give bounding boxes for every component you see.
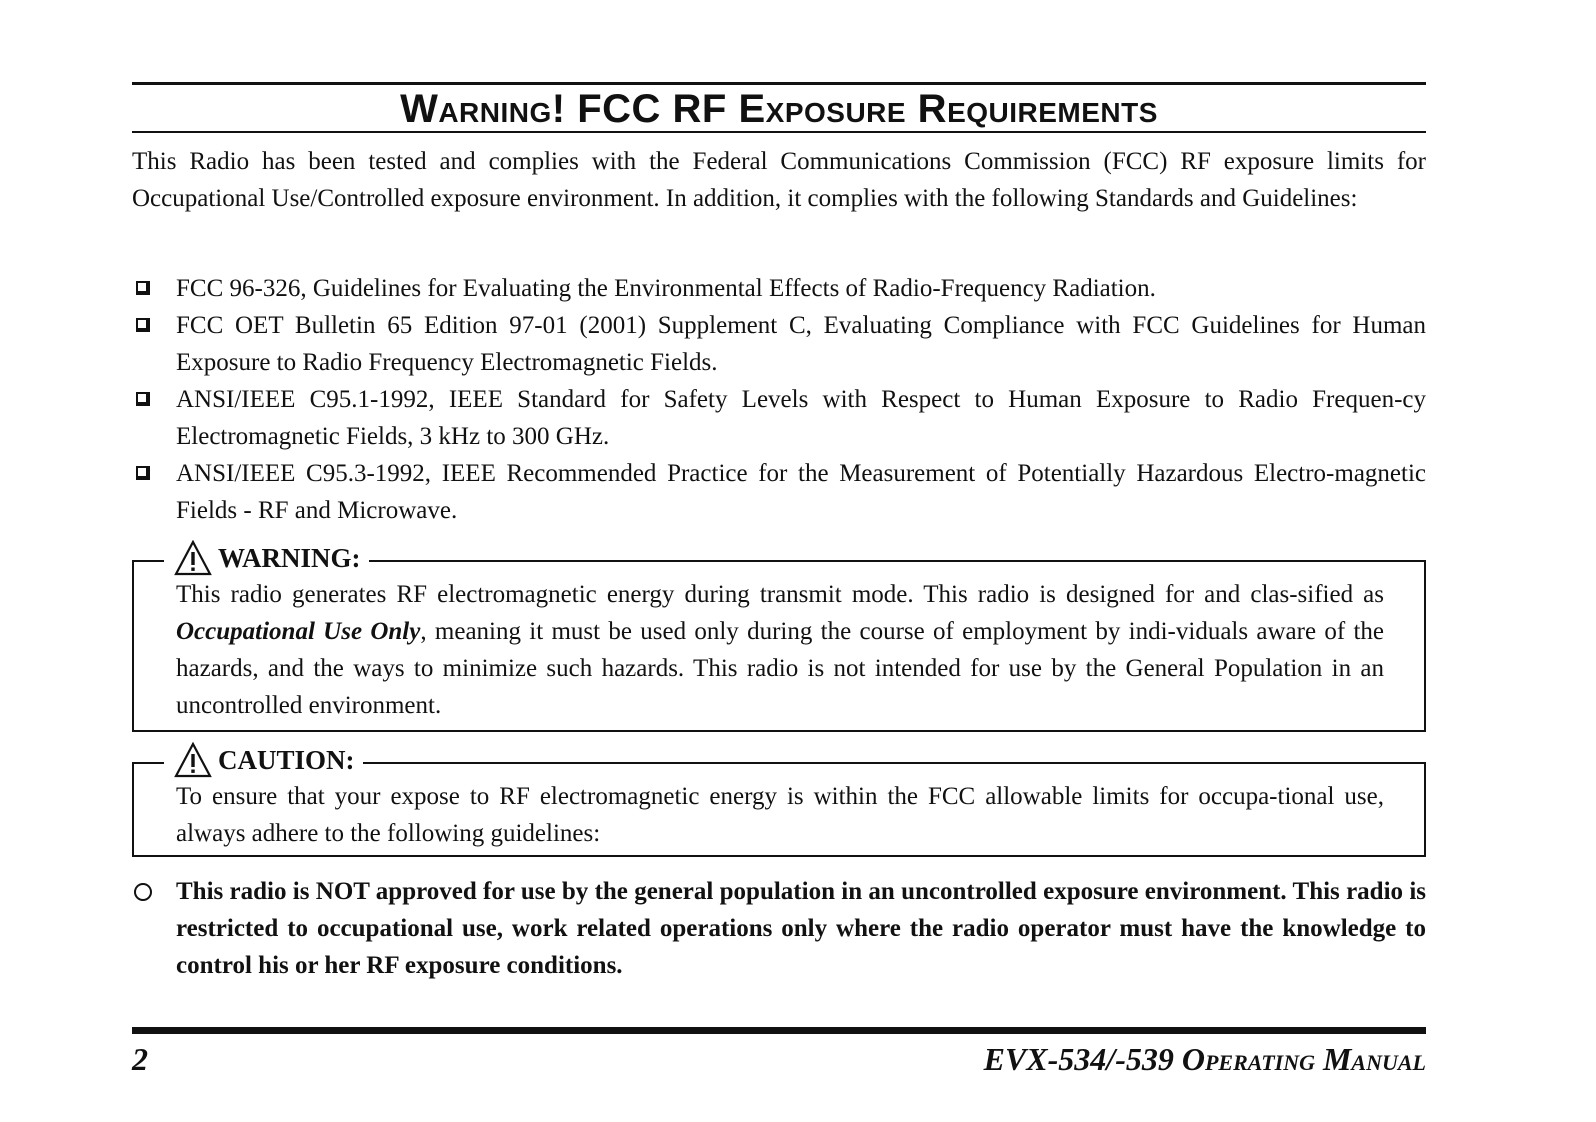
caution-box [132,745,1426,857]
warning-emphasis: Occupational Use Only [176,618,421,645]
manual-page [132,0,1426,1122]
list-item [132,455,1426,529]
list-item [132,381,1426,455]
checkbox-bullet-icon [136,281,150,295]
footer-rule [132,1027,1426,1034]
warning-label: WARNING: [218,543,361,573]
warning-text-start: This radio generates RF electromagnetic energy during transmit mode. This radio is designed for and clas-sified as [176,581,1384,608]
caution-text: To ensure that your expose to RF electromagnetic energy is within the FCC allowable limits for occupa-tional use, always adhere to the following guidelines: [176,783,1384,847]
checkbox-bullet-icon [136,466,150,480]
list-item [132,270,1426,307]
top-rule [132,82,1426,85]
guideline-item [132,873,1426,984]
list-item-text: ANSI/IEEE C95.1-1992, IEEE Standard for Safety Levels with Respect to Human Exposure to Radio Frequen-cy Electromagnetic Fields, 3 kHz to 300 GHz. [176,386,1426,450]
caution-heading [164,742,363,778]
warning-heading [164,540,369,576]
warning-text-end: , meaning it must be used only during the course of employment by indi-viduals aware of the hazards, and the ways to minimize such hazards. This radio is not intended for use by the General Population in an uncontrolled environment. [176,618,1384,719]
guideline-text: This radio is NOT approved for use by the general population in an uncontrolled exposure environment. This radio is restricted to occupational use, work related operations only where the radio operator must have the knowledge to control his or her RF exposure conditions. [176,878,1426,979]
warning-triangle-icon [174,742,212,778]
list-item-text: FCC 96-326, Guidelines for Evaluating the Environmental Effects of Radio-Frequency Radiation. [176,275,1156,302]
checkbox-bullet-icon [136,392,150,406]
page-title: Warning! FCC RF Exposure Requirements [400,87,1158,131]
title-rule [132,131,1426,133]
list-item [132,307,1426,381]
circle-bullet-icon [134,883,152,901]
list-item-text: ANSI/IEEE C95.3-1992, IEEE Recommended Practice for the Measurement of Potentially Hazardous Electro-magnetic Fields - RF and Microwave. [176,460,1426,524]
list-item-text: FCC OET Bulletin 65 Edition 97-01 (2001) Supplement C, Evaluating Compliance with FCC Guidelines for Human Exposure to Radio Frequency Electromagnetic Fields. [176,312,1426,376]
warning-box [132,543,1426,732]
standards-list [132,270,1426,529]
warning-text [134,562,1424,734]
warning-triangle-icon [174,540,212,576]
page-number: 2 [132,1041,148,1077]
checkbox-bullet-icon [136,318,150,332]
manual-title: EVX-534/-539 Operating Manual [983,1041,1426,1077]
intro-paragraph: This Radio has been tested and complies with the Federal Communications Commission (FCC) RF exposure limits for Occupational Use/Controlled exposure environment. In addition, it complies with the following Standards and Guidelines: [132,148,1426,212]
caution-label: CAUTION: [218,745,355,775]
